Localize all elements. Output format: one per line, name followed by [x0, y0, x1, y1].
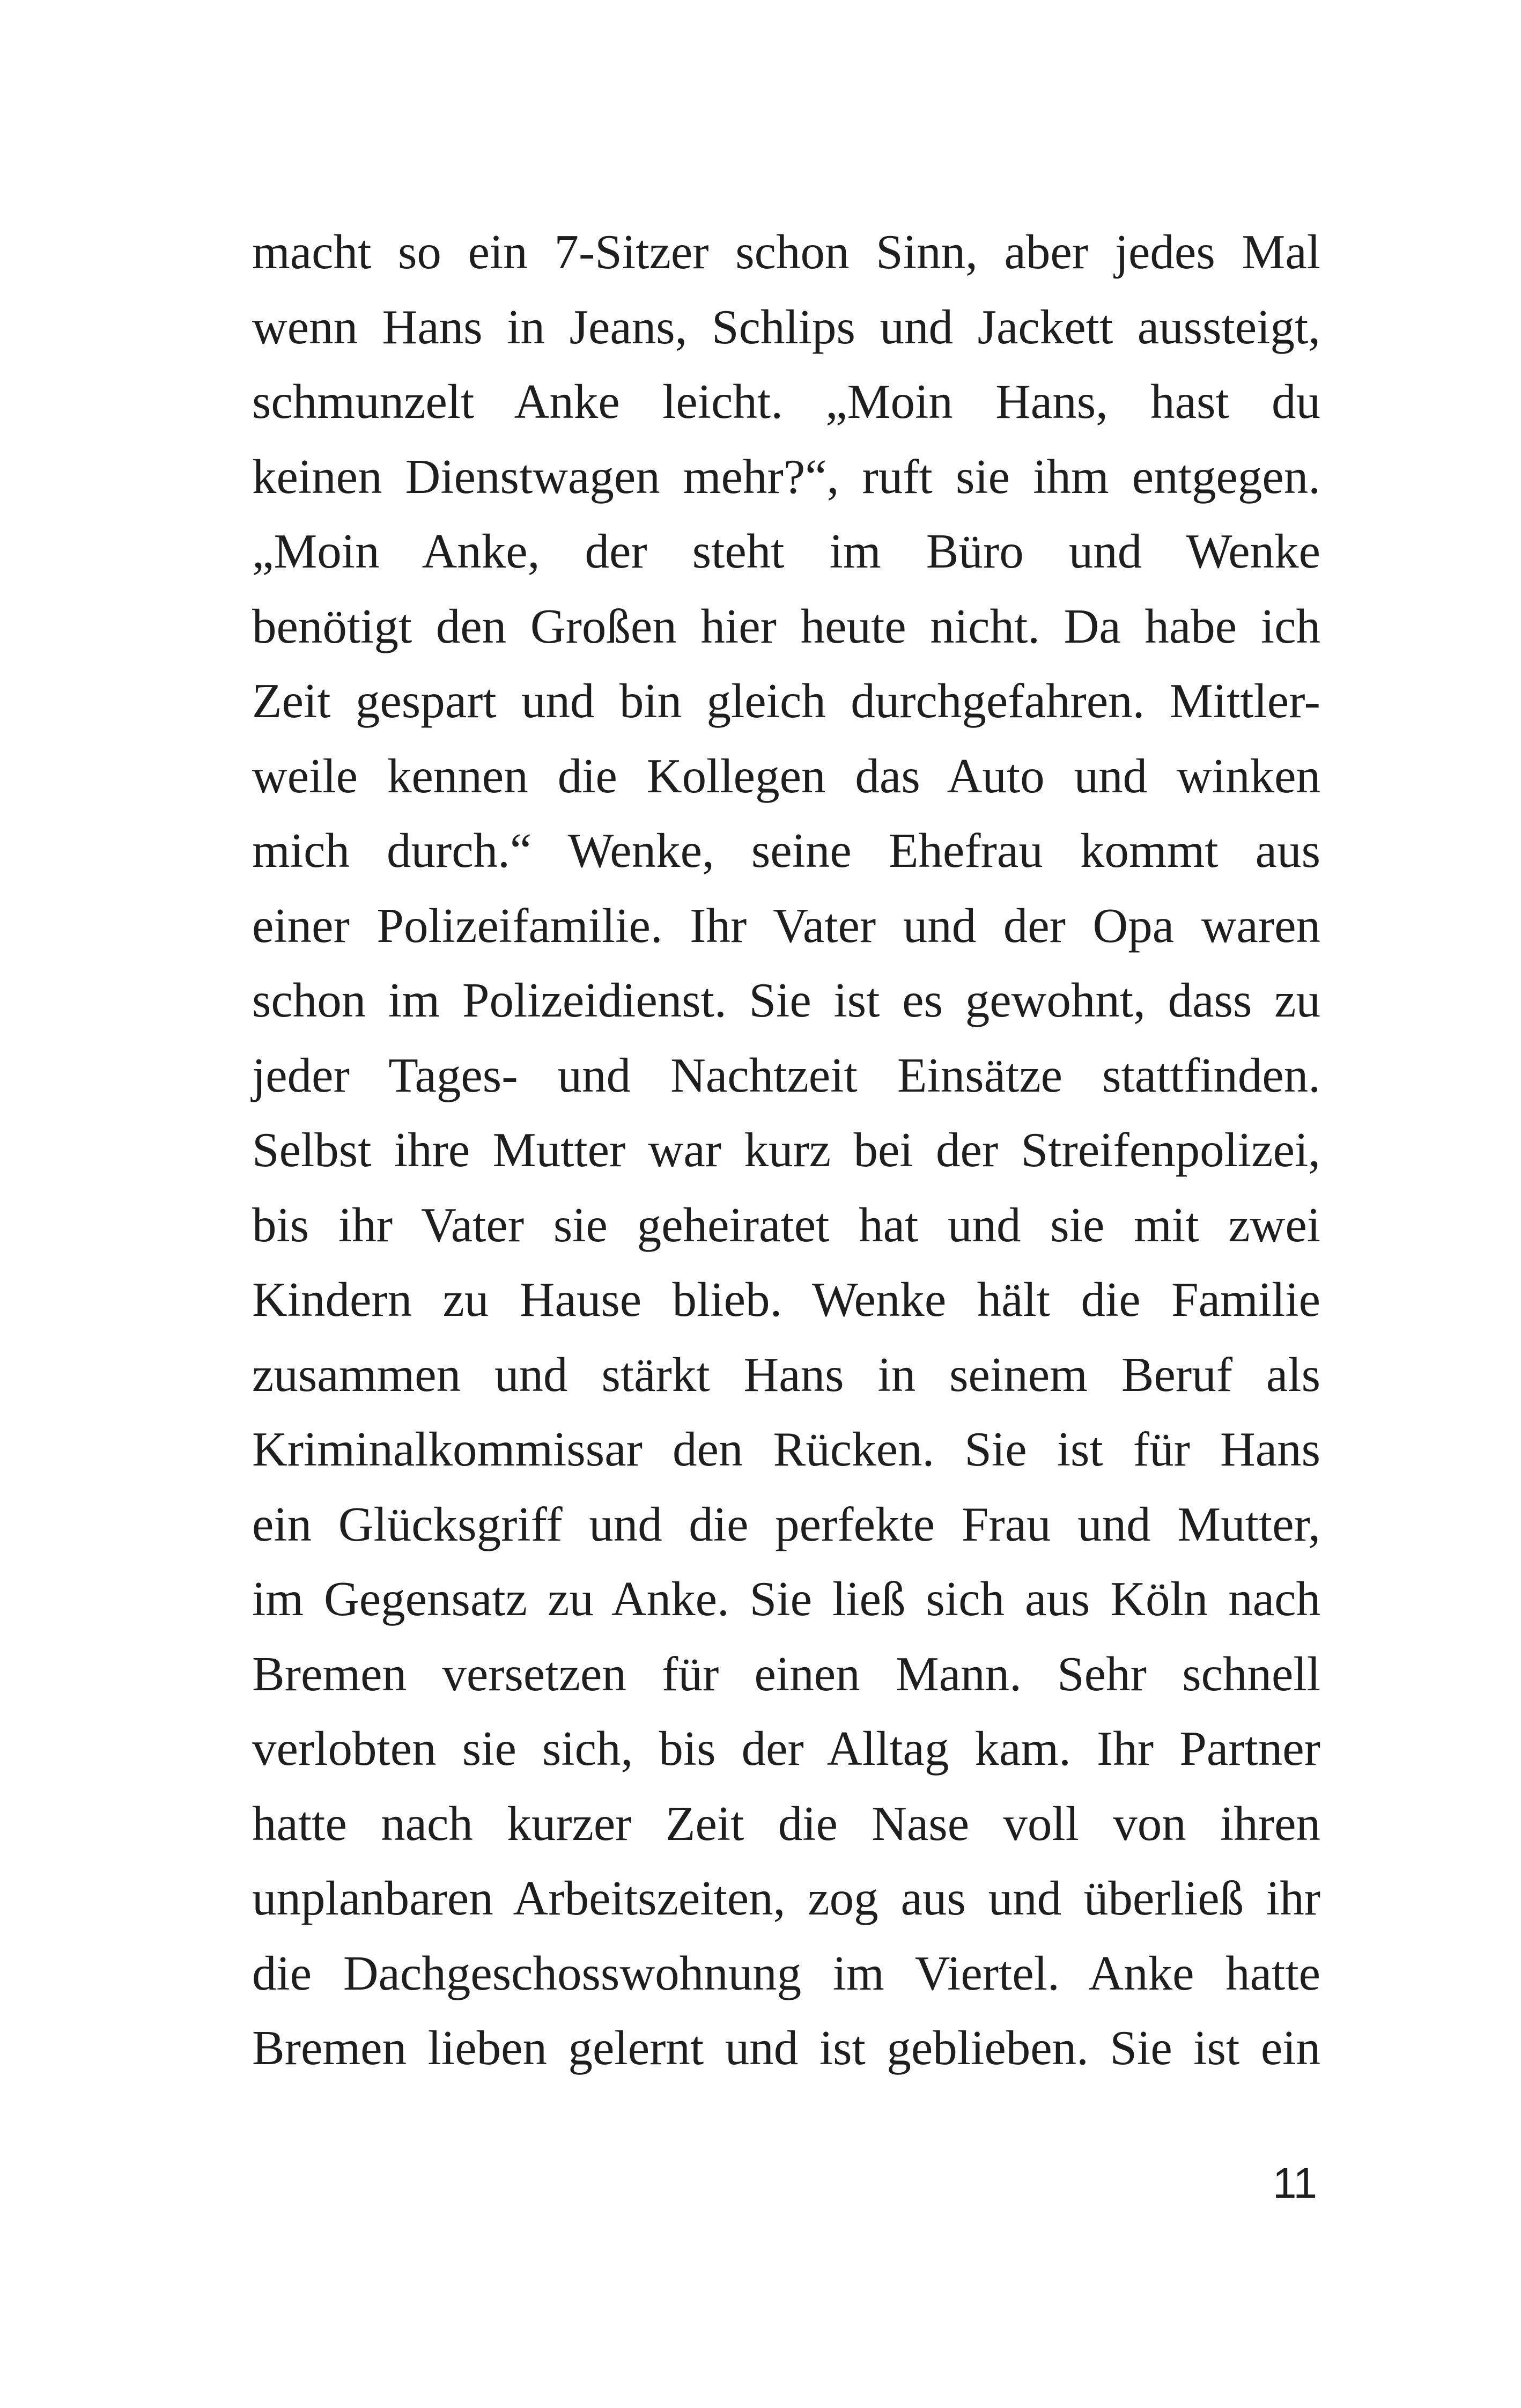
text-line: verlobten sie sich, bis der Alltag kam. Ihr Partner [252, 1721, 1320, 1776]
text-line: macht so ein 7-Sitzer schon Sinn, aber jedes Mal [252, 225, 1320, 279]
text-line: einer Polizeifamilie. Ihr Vater und der Opa waren [252, 898, 1320, 953]
text-line: ein Glücksgriff und die perfekte Frau und Mutter, [252, 1497, 1320, 1551]
text-line: schmunzelt Anke leicht. „Moin Hans, hast du [252, 374, 1320, 429]
text-line: keinen Dienstwagen mehr?“, ruft sie ihm entgegen. [252, 449, 1320, 504]
text-line: Bremen versetzen für einen Mann. Sehr schnell [252, 1646, 1320, 1701]
page-number: 11 [1272, 2159, 1317, 2207]
text-line: zusammen und stärkt Hans in seinem Beruf als [252, 1347, 1320, 1402]
text-line: Zeit gespart und bin gleich durchgefahren. Mittler- [252, 674, 1320, 728]
text-line: Bremen lieben gelernt und ist geblieben. Sie ist ein [252, 2021, 1320, 2075]
text-line: mich durch.“ Wenke, seine Ehefrau kommt aus [252, 823, 1320, 878]
text-line: schon im Polizeidienst. Sie ist es gewohnt, dass zu [252, 973, 1320, 1027]
text-line: bis ihr Vater sie geheiratet hat und sie mit zwei [252, 1197, 1320, 1252]
text-line: unplanbaren Arbeitszeiten, zog aus und überließ ihr [252, 1871, 1320, 1925]
body-text [252, 215, 1320, 2086]
text-line: weile kennen die Kollegen das Auto und winken [252, 748, 1320, 803]
text-line: „Moin Anke, der steht im Büro und Wenke [252, 524, 1320, 578]
text-line: wenn Hans in Jeans, Schlips und Jackett aussteigt, [252, 299, 1320, 354]
text-line: die Dachgeschosswohnung im Viertel. Anke hatte [252, 1946, 1320, 2000]
text-line: benötigt den Großen hier heute nicht. Da habe ich [252, 599, 1320, 653]
text-line: jeder Tages- und Nachtzeit Einsätze stattfinden. [252, 1048, 1320, 1102]
text-line: Kriminalkommissar den Rücken. Sie ist für Hans [252, 1422, 1320, 1476]
text-line: Selbst ihre Mutter war kurz bei der Streifenpolizei, [252, 1123, 1320, 1177]
text-line: Kindern zu Hause blieb. Wenke hält die Familie [252, 1272, 1320, 1327]
text-line: im Gegensatz zu Anke. Sie ließ sich aus Köln nach [252, 1572, 1320, 1626]
text-line: hatte nach kurzer Zeit die Nase voll von ihren [252, 1796, 1320, 1851]
